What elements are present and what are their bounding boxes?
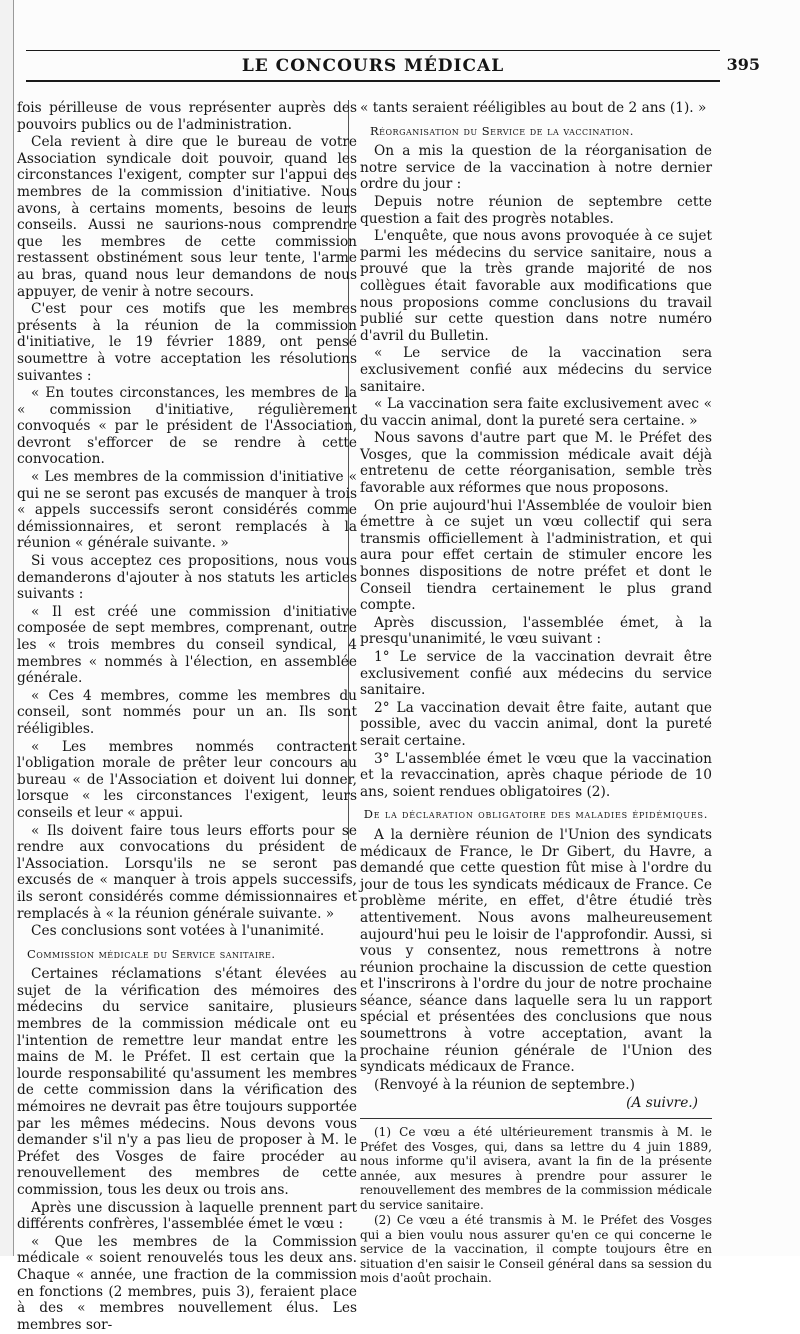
paragraph: A la dernière réunion de l'Union des syndicats médicaux de France, le Dr Gibert, du Havre, a demandé que cette question fût mise à l'ordre du jour de tous les syndicats médicaux de France. Ce problème mérite, en effet, d'être étudié très attentivement. Nous avons malheureusement aujourd'hui peu le loisir de l'approfondir. Aussi, si vous y consentez, nous remettrons à notre réunion prochaine la discussion de cette question et l'inscrirons à l'ordre du jour de notre prochaine séance, séance dans laquelle sera lu un rapport spécial et présentées des conclusions que nous soumettrons à votre acceptation, avant la prochaine réunion générale de l'Union des syndicats médicaux de France.	[360, 826, 712, 1076]
paragraph: « Il est créé une commission d'initiative composée de sept membres, comprenant, outre les « trois membres du conseil syndical, 4 membres « nommés à l'élection, en assemblée générale.	[17, 603, 357, 687]
running-title: LE CONCOURS MÉDICAL	[241, 56, 505, 76]
paragraph: fois périlleuse de vous représenter auprès des pouvoirs publics ou de l'administration.	[17, 100, 357, 133]
paragraph: Cela revient à dire que le bureau de votre Association syndicale doit pouvoir, quand les circonstances l'exigent, compter sur l'appui des membres de la commission d'initiative. Nous avons, à certains moments, besoins de leurs conseils. Aussi ne saurions-nous comprendre que les membres de cette commission restassent obstinément sous leur tente, l'arme au bras, quand nous leur demandons de nous appuyer, de venir à notre secours.	[17, 134, 357, 300]
paragraph: L'enquête, que nous avons provoquée à ce sujet parmi les médecins du service sanitaire, nous a prouvé que la très grande majorité de nos collègues était favorable aux modifications que nous proposions comme conclusions du travail publié sur cette question dans notre numéro d'avril du Bulletin.	[360, 228, 712, 344]
paragraph: « En toutes circonstances, les membres de la « commission d'initiative, régulièrement convoqués « par le président de l'Association, devront s'efforcer de se rendre à cette convocation.	[17, 385, 357, 468]
paragraph: « Les membres nommés contractent l'obligation morale de prêter leur concours au bureau « de l'Association et doivent lui donner, lorsque « les circonstances l'exigent, leurs conseils et leur « appui.	[17, 738, 357, 821]
left-column	[17, 100, 357, 1334]
paragraph: « Ces 4 membres, comme les membres du conseil, sont nommés pour un an. Ils sont rééligibles.	[17, 687, 357, 737]
section-heading: De la déclaration obligatoire des maladies épidémiques.	[363, 807, 709, 822]
right-column	[360, 100, 712, 1287]
paragraph: « Ils doivent faire tous leurs efforts pour se rendre aux convocations du président de l'Association. Lorsqu'ils ne se seront pas excusés de « manquer à trois appels successifs, ils seront considérés comme démissionnaires et remplacés à « la réunion générale suivante. »	[17, 822, 357, 922]
section-heading: Réorganisation du Service de la vaccination.	[370, 123, 634, 138]
paragraph: Après une discussion à laquelle prennent part différents confrères, l'assemblée émet le vœu :	[17, 1199, 357, 1233]
paragraph: « tants seraient rééligibles au bout de 2 ans (1). »	[360, 100, 707, 116]
footnote: (1) Ce vœu a été ultérieurement transmis à M. le Préfet des Vosges, qui, dans sa lettre du 4 juin 1889, nous informe qu'il avisera, avant la fin de la présente année, aux mesures à prendre pour assurer le renouvellement des membres de la commission médicale du service sanitaire.	[360, 1125, 712, 1212]
header-top-rule	[26, 50, 720, 51]
page-binding-edge	[0, 0, 14, 1256]
paragraph: « La vaccination sera faite exclusivement avec « du vaccin animal, dont la pureté sera certaine. »	[360, 396, 712, 429]
paragraph: Depuis notre réunion de septembre cette question a fait des progrès notables.	[360, 193, 712, 227]
footnote-rule	[360, 1118, 712, 1119]
footnote: (2) Ce vœu a été transmis à M. le Préfet des Vosges qui a bien voulu nous assurer qu'en ce qui concerne le service de la vaccination, il compte toujours être en situation d'en saisir le Conseil général dans sa session du mois d'août prochain.	[360, 1213, 712, 1286]
page-number: 395	[726, 55, 760, 74]
paragraph: Après discussion, l'assemblée émet, à la presqu'unanimité, le vœu suivant :	[360, 614, 712, 648]
paragraph: Certaines réclamations s'étant élevées au sujet de la vérification des mémoires des médecins du service sanitaire, plusieurs membres de la commission médicale ont eu l'intention de remettre leur mandat entre les mains de M. le Préfet. Il est certain que la lourde responsabilité qu'assument les membres de cette commission dans la vérification des mémoires ne devrait pas être toujours supportée par les mêmes médecins. Nous devons vous demander s'il n'y a pas lieu de proposer à M. le Préfet des Vosges de faire procéder au renouvellement des membres de cette commission, tous les deux ou trois ans.	[17, 966, 358, 1198]
section-heading: Commission médicale du Service sanitaire.	[27, 946, 276, 961]
paragraph: 3° L'assemblée émet le vœu que la vaccination et la revaccination, après chaque période de 10 ans, soient rendues obligatoires (2).	[360, 750, 712, 800]
header-bottom-rule	[26, 80, 720, 82]
paragraph: (Renvoyé à la réunion de septembre.)	[374, 1076, 635, 1093]
paragraph: C'est pour ces motifs que les membres présents à la réunion de la commission d'initiative, le 19 février 1889, ont pensé soumettre à votre acceptation les résolutions suivantes :	[17, 301, 357, 384]
paragraph: Ces conclusions sont votées à l'unanimité.	[31, 923, 325, 940]
paragraph: 1° Le service de la vaccination devrait être exclusivement confié aux médecins du service sanitaire.	[360, 649, 712, 699]
paragraph: On prie aujourd'hui l'Assemblée de vouloir bien émettre à ce sujet un vœu collectif qui sera transmis officiellement à l'administration, et qui aura pour effet certain de stimuler encore les bonnes dispositions de notre préfet et dont le Conseil tiendra certainement le plus grand compte.	[360, 497, 712, 614]
paragraph: « Que les membres de la Commission médicale « soient renouvelés tous les deux ans. Chaque « année, une fraction de la commission en fonctions (2 membres, puis 3), feraient place à des « membres nouvellement élus. Les membres sor-	[17, 1233, 357, 1333]
paragraph: « Les membres de la commission d'initiative « qui ne se seront pas excusés de manquer à trois « appels successifs seront considérés comme démissionnaires, et seront remplacés à la réunion « générale suivante. »	[17, 469, 357, 552]
paragraph: Si vous acceptez ces propositions, nous vous demanderons d'ajouter à nos statuts les articles suivants :	[17, 553, 357, 603]
paragraph: « Le service de la vaccination sera exclusivement confié aux médecins du service sanitaire.	[360, 345, 712, 395]
to-be-continued: (A suivre.)	[626, 1095, 698, 1112]
paragraph: Nous savons d'autre part que M. le Préfet des Vosges, que la commission médicale avait déjà entretenu de cette réorganisation, semble très favorable aux réformes que nous proposons.	[360, 430, 712, 497]
paragraph: On a mis la question de la réorganisation de notre service de la vaccination à notre dernier ordre du jour :	[360, 143, 712, 193]
paragraph: 2° La vaccination devait être faite, autant que possible, avec du vaccin animal, dont la pureté serait certaine.	[360, 699, 712, 749]
